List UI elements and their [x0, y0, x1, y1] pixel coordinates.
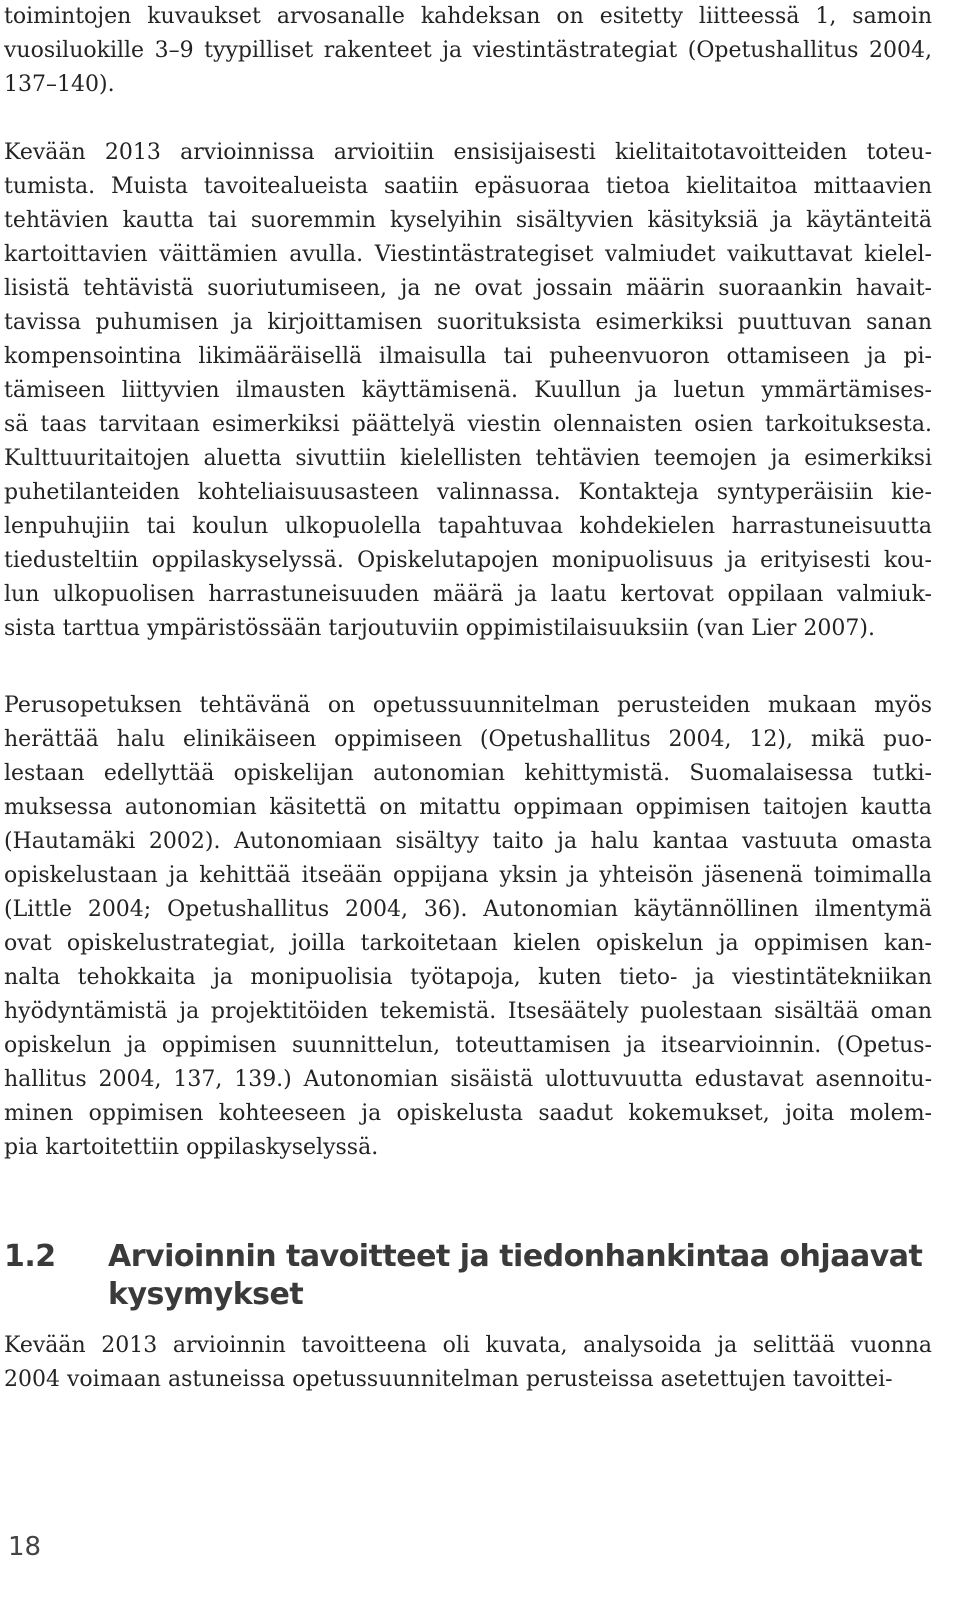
paragraph-4-line: Kevään 2013 arvioinnin tavoitteena oli kuvata, analysoida ja selittää vuonna [4, 1333, 932, 1358]
paragraph-3-line: muksessa autonomian käsitettä on mitattu oppimaan oppimisen taitojen kautta [4, 795, 932, 820]
paragraph-3-line: hallitus 2004, 137, 139.) Autonomian sisäistä ulottuvuutta edustavat asennoitu- [4, 1067, 932, 1092]
paragraph-3-line: opiskelun ja oppimisen suunnittelun, toteuttamisen ja itsearvioinnin. (Opetus- [4, 1033, 932, 1058]
paragraph-1 [4, 0, 932, 102]
page-number: 18 [8, 1532, 42, 1562]
paragraph-3-line: pia kartoitettiin oppilaskyselyssä. [4, 1135, 379, 1160]
paragraph-3-line: nalta tehokkaita ja monipuolisia työtapoja, kuten tieto- ja viestintätekniikan [4, 965, 932, 990]
paragraph-1-line: toimintojen kuvaukset arvosanalle kahdeksan on esitetty liitteessä 1, samoin [4, 4, 932, 29]
paragraph-2-line: tavissa puhumisen ja kirjoittamisen suorituksista esimerkiksi puuttuvan sanan [4, 310, 932, 335]
paragraph-2-line: kompensointina likimääräisellä ilmaisulla tai puheenvuoron ottamiseen ja pi- [4, 344, 932, 369]
paragraph-2-line: Kevään 2013 arvioinnissa arvioitiin ensisijaisesti kielitaitotavoitteiden toteu- [4, 140, 932, 165]
paragraph-1-line: 137–140). [4, 72, 115, 97]
section-number: 1.2 [4, 1239, 56, 1274]
paragraph-3 [4, 689, 932, 1165]
paragraph-2-line: sä taas tarvitaan esimerkiksi päättelyä viestin olennaisten osien tarkoituksesta. [4, 412, 932, 437]
paragraph-3-line: opiskelustaan ja kehittää itseään oppijana yksin ja yhteisön jäsenenä toimimalla [4, 863, 932, 888]
paragraph-2-line: sista tarttua ympäristössään tarjoutuviin oppimistilaisuuksiin (van Lier 2007). [4, 616, 875, 641]
paragraph-2-line: tiedusteltiin oppilaskyselyssä. Opiskelutapojen monipuolisuus ja erityisesti kou- [4, 548, 932, 573]
paragraph-3-line: herättää halu elinikäiseen oppimiseen (Opetushallitus 2004, 12), mikä puo- [4, 727, 932, 752]
paragraph-3-line: minen oppimisen kohteeseen ja opiskelusta saadut kokemukset, joita molem- [4, 1101, 932, 1126]
paragraph-2-line: Kulttuuritaitojen aluetta sivuttiin kielellisten tehtävien teemojen ja esimerkiksi [4, 446, 932, 471]
section-title-line-2: kysymykset [108, 1277, 304, 1312]
paragraph-3-line: hyödyntämistä ja projektitöiden tekemistä. Itsesäätely puolestaan sisältää oman [4, 999, 932, 1024]
paragraph-2-line: lun ulkopuolisen harrastuneisuuden määrä ja laatu kertovat oppilaan valmiuk- [4, 582, 932, 607]
paragraph-2-line: tehtävien kautta tai suoremmin kyselyihin sisältyvien käsityksiä ja käytänteitä [4, 208, 932, 233]
paragraph-2-line: tumista. Muista tavoitealueista saatiin epäsuoraa tietoa kielitaitoa mittaavien [4, 174, 932, 199]
paragraph-3-line: (Hautamäki 2002). Autonomiaan sisältyy taito ja halu kantaa vastuuta omasta [4, 829, 932, 854]
paragraph-3-line: ovat opiskelustrategiat, joilla tarkoitetaan kielen opiskelun ja oppimisen kan- [4, 931, 932, 956]
paragraph-2-line: kartoittavien väittämien avulla. Viestintästrategiset valmiudet vaikuttavat kielel- [4, 242, 932, 267]
paragraph-3-line: Perusopetuksen tehtävänä on opetussuunnitelman perusteiden mukaan myös [4, 693, 932, 718]
paragraph-2-line: puhetilanteiden kohteliaisuusasteen valinnassa. Kontakteja syntyperäisiin kie- [4, 480, 932, 505]
paragraph-2-line: tämiseen liittyvien ilmausten käyttämisenä. Kuullun ja luetun ymmärtämises- [4, 378, 932, 403]
paragraph-3-line: (Little 2004; Opetushallitus 2004, 36). Autonomian käytännöllinen ilmentymä [4, 897, 932, 922]
paragraph-2 [4, 136, 932, 646]
section-title [108, 1238, 928, 1314]
paragraph-4-line: 2004 voimaan astuneissa opetussuunnitelman perusteissa asetettujen tavoittei- [4, 1367, 893, 1392]
paragraph-2-line: lisistä tehtävistä suoriutumiseen, ja ne ovat jossain määrin suoraankin havait- [4, 276, 932, 301]
paragraph-3-line: lestaan edellyttää opiskelijan autonomian kehittymistä. Suomalaisessa tutki- [4, 761, 932, 786]
section-title-line-1: Arvioinnin tavoitteet ja tiedonhankintaa ohjaavat [108, 1239, 923, 1274]
paragraph-2-line: lenpuhujiin tai koulun ulkopuolella tapahtuvaa kohdekielen harrastuneisuutta [4, 514, 932, 539]
paragraph-1-line: vuosiluokille 3–9 tyypilliset rakenteet ja viestintästrategiat (Opetushallitus 2004, [4, 38, 932, 63]
paragraph-4 [4, 1329, 932, 1397]
